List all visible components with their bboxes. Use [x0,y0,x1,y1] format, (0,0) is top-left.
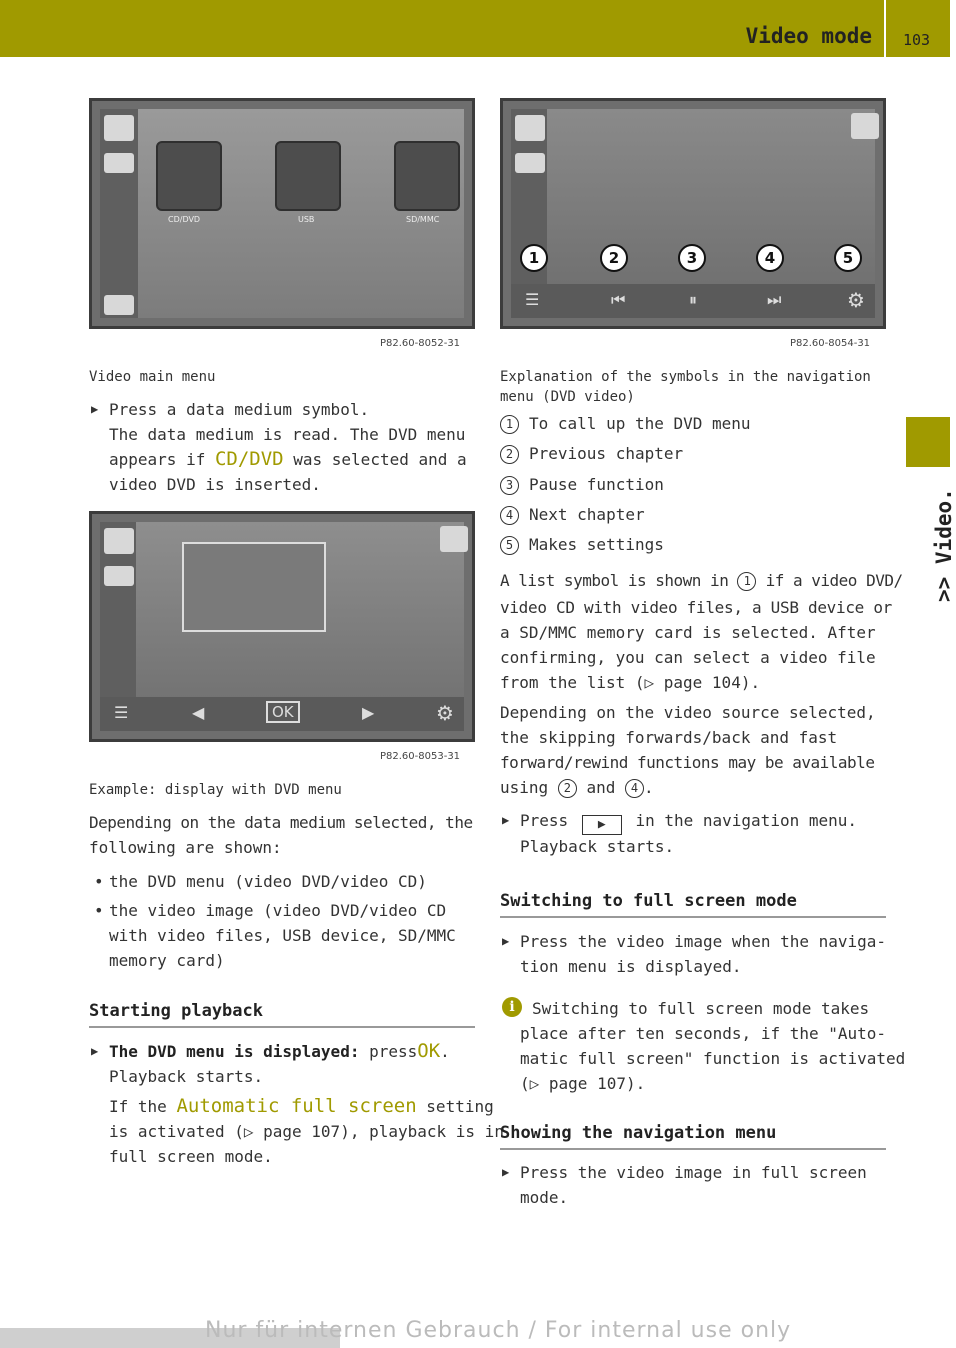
media-label-usb: USB [298,215,315,224]
close-icon [851,113,879,139]
number-circle: 5 [500,536,519,555]
info-text: place after ten seconds, if the "Auto- [520,1024,887,1043]
highlight-automatic-full-screen: Automatic full screen [176,1095,417,1117]
footer-watermark: Nur für internen Gebrauch / For internal use only [205,1318,792,1343]
side-tab-marker [906,417,950,467]
caption-navigation-symbols: Explanation of the symbols in the navigation [500,369,871,385]
number-circle: 1 [500,415,519,434]
callout-3: 3 [678,244,706,272]
caption-navigation-symbols: menu (DVD video) [500,389,635,405]
section-rule [500,1148,886,1150]
step-arrow-icon: ▶ [91,402,99,416]
paragraph-line: video CD with video files, a USB device or [500,598,892,617]
text-fragment: press [369,1042,418,1061]
text-fragment: . [644,778,654,797]
list-icon: ☰ [525,290,540,309]
number-circle: 2 [500,445,519,464]
symbol-text: To call up the DVD menu [529,414,751,433]
section-title-navigation-menu: Showing the navigation menu [500,1123,777,1143]
navigation-bar [100,697,464,731]
step-result-line: The data medium is read. The DVD menu [109,425,466,444]
previous-chapter-icon: ⏮ [611,290,626,309]
bullet-item: the video image (video DVD/video CD [109,901,447,920]
paragraph-line: following are shown: [89,838,282,857]
section-title-starting-playback: Starting playback [89,1001,263,1021]
symbol-text: Makes settings [529,535,664,554]
clapper-icon [104,528,134,554]
figure-code: P82.60-8052-31 [380,338,461,349]
paragraph-line: confirming, you can select a video file [500,648,876,667]
text-fragment: If the [109,1097,167,1116]
bullet-icon: • [94,901,104,920]
text-fragment: using [500,778,549,797]
section-rule [500,916,886,918]
pause-icon: ⏸ [689,290,698,309]
callout-1: 1 [520,244,548,272]
close-icon [440,526,468,552]
figure-dvd-menu-example [89,511,475,742]
step-result-line: Playback starts. [109,1067,264,1086]
step-result-line: video DVD is inserted. [109,475,321,494]
number-circle: 4 [500,506,519,525]
paragraph-line [500,775,654,800]
step-dvd-menu-displayed [109,1039,450,1064]
page-number: 103 [903,31,931,49]
step-arrow-icon: ▶ [502,934,510,948]
number-circle: 4 [625,779,644,798]
caption-video-main-menu: Video main menu [89,369,216,385]
text-fragment: The DVD menu is displayed: [109,1042,360,1061]
figure-code: P82.60-8053-31 [380,751,461,762]
info-text: matic full screen" function is activated [520,1049,906,1068]
text-fragment: if a video DVD/ [765,571,903,590]
sd-card-icon [394,141,460,211]
symbol-item [500,532,664,557]
media-label-cd-dvd: CD/DVD [168,215,201,224]
text-fragment: A list symbol is shown in [500,571,729,590]
paragraph-line: forward/rewind functions may be available [500,753,875,772]
play-icon: ▶ [582,815,622,835]
step-press-video-image: tion menu is displayed. [520,957,742,976]
step-press-data-medium: Press a data medium symbol. [109,400,370,419]
camera-icon [104,566,134,586]
paragraph-line: Depending on the data medium selected, the [89,813,473,832]
text-fragment: and [586,778,616,797]
text-fragment: appears if [109,450,206,469]
callout-5: 5 [834,244,862,272]
text-fragment: . [440,1042,450,1061]
header-divider [884,0,886,57]
media-label-sd-mmc: SD/MMC [406,215,440,224]
step-note-line [109,1094,494,1119]
callout-4: 4 [756,244,784,272]
clapper-icon [515,115,545,141]
dvd-menu-panel [182,542,326,632]
next-chapter-icon: ⏭ [767,290,782,309]
bullet-item: memory card) [109,951,225,970]
step-arrow-icon: ▶ [502,1165,510,1179]
paragraph-line: Depending on the video source selected, [500,703,876,722]
symbol-text: Next chapter [529,505,645,524]
caption-dvd-menu-example: Example: display with DVD menu [89,782,342,798]
figure-code: P82.60-8054-31 [790,338,871,349]
text-fragment: Press [520,811,569,830]
camera-icon [104,153,134,173]
section-rule [89,1026,475,1028]
symbol-item [500,472,664,497]
highlight-ok: OK [417,1040,441,1062]
step-result-line: Playback starts. [520,837,675,856]
section-title-full-screen: Switching to full screen mode [500,891,797,911]
usb-icon [275,141,341,211]
number-circle: 3 [500,476,519,495]
step-press-full-screen: Press the video image in full screen [520,1163,867,1182]
callout-2: 2 [600,244,628,272]
step-arrow-icon: ▶ [502,813,510,827]
bullet-item: the DVD menu (video DVD/video CD) [109,872,427,891]
paragraph-line: from the list (▷ page 104). [500,673,761,692]
ok-button: OK [266,701,300,723]
text-fragment: in the navigation menu. [635,811,858,830]
left-arrow-icon: ◀ [192,703,205,722]
page-title: Video mode [745,24,872,48]
side-tab-label: >> Video. [932,488,956,602]
settings-gear-icon: ⚙ [436,701,454,725]
info-icon: i [502,997,522,1017]
back-icon [104,295,134,315]
symbol-text: Previous chapter [529,444,684,463]
figure-video-main-menu [89,98,475,329]
step-press-play [520,808,857,835]
paragraph-line: a SD/MMC memory card is selected. After [500,623,876,642]
number-circle: 1 [737,572,756,591]
cd-dvd-icon [156,141,222,211]
bullet-item: with video files, USB device, SD/MMC [109,926,456,945]
info-text: Switching to full screen mode takes [532,999,870,1018]
clapper-icon [104,115,134,141]
bullet-icon: • [94,872,104,891]
step-note-line: is activated (▷ page 107), playback is in [109,1122,504,1141]
symbol-text: Pause function [529,475,664,494]
paragraph-line [500,568,903,593]
highlight-cd-dvd: CD/DVD [214,448,284,470]
navigation-bar [511,284,875,318]
symbol-item [500,502,645,527]
symbol-item [500,411,751,436]
symbol-item [500,441,683,466]
figure-navigation-menu [500,98,886,329]
list-icon: ☰ [114,703,129,722]
step-press-full-screen: mode. [520,1188,569,1207]
step-press-video-image: Press the video image when the naviga- [520,932,887,951]
paragraph-line: the skipping forwards/back and fast [500,728,838,747]
settings-gear-icon: ⚙ [847,288,865,312]
step-note-line: full screen mode. [109,1147,273,1166]
number-circle: 2 [558,779,577,798]
right-arrow-icon: ▶ [362,703,375,722]
step-arrow-icon: ▶ [91,1044,99,1058]
step-result-line [109,447,467,472]
text-fragment: setting [426,1097,494,1116]
camera-icon [515,153,545,173]
text-fragment: was selected and a [293,450,467,469]
info-text: (▷ page 107). [520,1074,646,1093]
